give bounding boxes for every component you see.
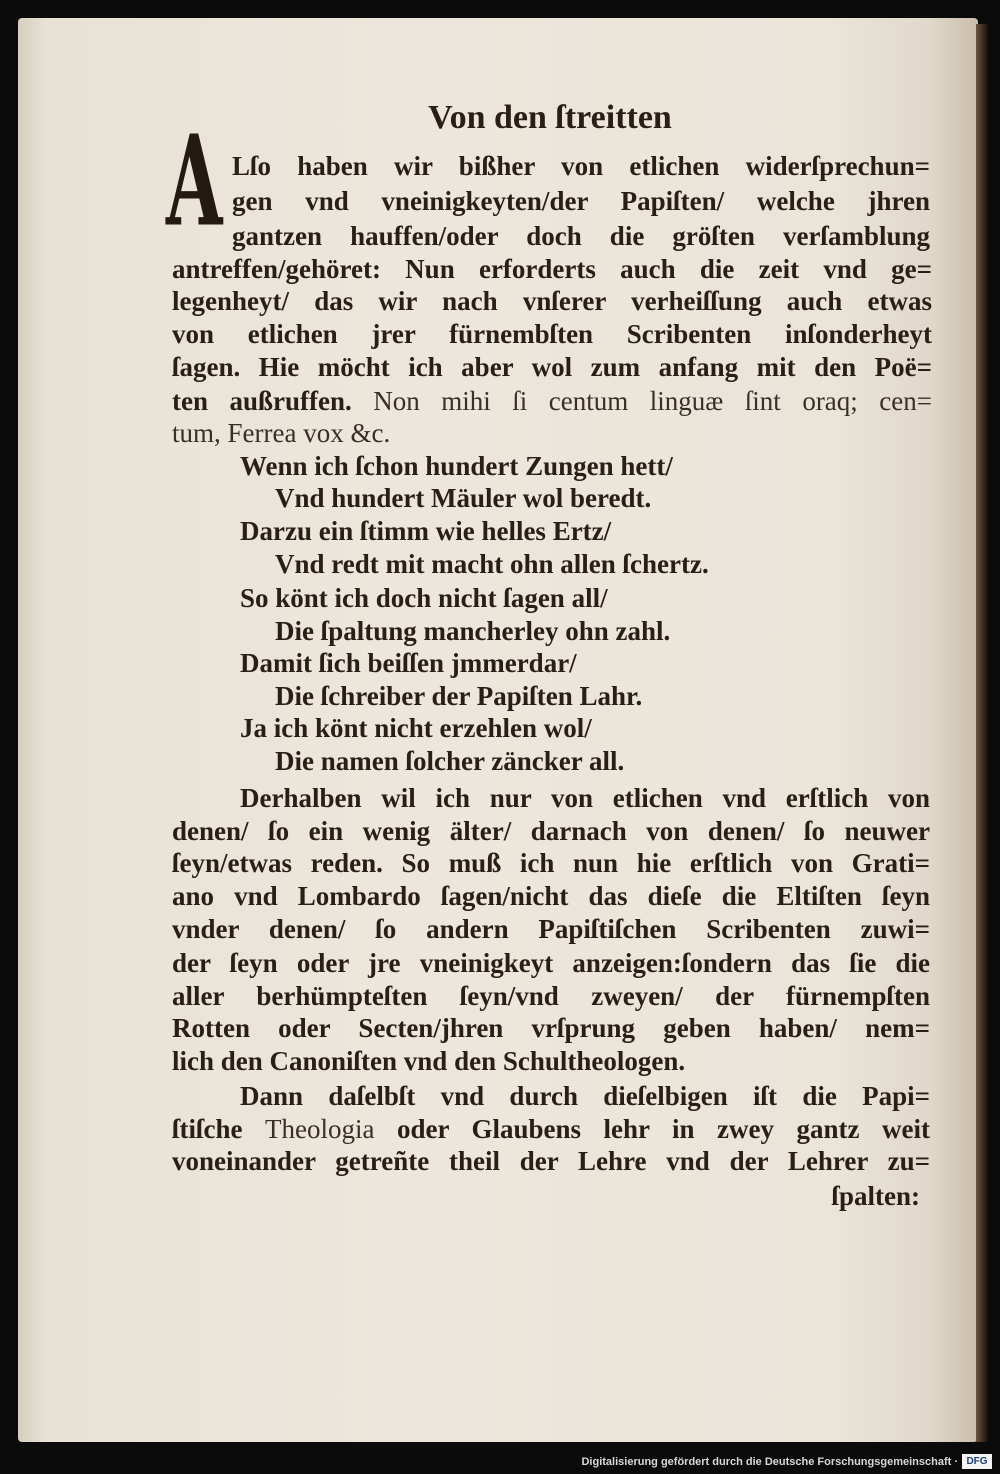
verse-line: Die ſchreiber der Papiſten Lahr.: [275, 681, 643, 711]
text-line: [172, 1112, 930, 1146]
text-line: denen/ ſo ein wenig älter/ darnach von denen/ ſo neuwer: [172, 816, 930, 846]
text-line: vnder denen/ ſo andern Papiſtiſchen Scribenten zuwi=: [172, 914, 930, 944]
page-edge-shadow: [976, 24, 988, 1442]
latin-quote: Non mihi ſi centum linguæ ſint oraq; cen=: [373, 386, 932, 416]
latin-quote: tum, Ferrea vox &c.: [172, 418, 391, 448]
text-line: Derhalben wil ich nur von etlichen vnd erſtlich von: [240, 783, 930, 813]
text-line: ſeyn/etwas reden. So muß ich nun hie erſtlich von Grati=: [172, 848, 930, 878]
text-line: der ſeyn oder jre vneinigkeyt anzeigen:ſondern das ſie die: [172, 948, 930, 978]
verse-line: Damit ſich beiſſen jmmerdar/: [240, 648, 577, 678]
dfg-logo: DFG: [962, 1454, 992, 1469]
text-segment: oder Glaubens lehr in zwey gantz weit: [396, 1114, 930, 1144]
text-line: Lſo haben wir bißher von etlichen widerſprechun=: [232, 151, 930, 181]
text-line: voneinander getreñte theil der Lehre vnd der Lehrer zu=: [172, 1146, 930, 1176]
text-line: Rotten oder Secten/jhren vrſprung geben haben/ nem=: [172, 1013, 930, 1043]
text-line: legenheyt/ das wir nach vnſerer verheiſſung auch etwas: [172, 286, 932, 316]
text-line: aller berhümpteſten ſeyn/vnd zweyen/ der fürnempſten: [172, 981, 930, 1011]
text-line: [172, 384, 932, 418]
verse-line: So könt ich doch nicht ſagen all/: [240, 583, 608, 613]
text-line: ſpalten:: [831, 1181, 920, 1211]
running-head: Von den ſtreitten: [428, 99, 672, 136]
verse-line: Vnd hundert Mäuler wol beredt.: [275, 483, 652, 513]
text-segment: ten außruffen.: [172, 386, 352, 416]
text-line: von etlichen jrer fürnembſten Scribenten inſonderheyt: [172, 319, 932, 349]
text-line: ano vnd Lombardo ſagen/nicht das dieſe die Eltiſten ſeyn: [172, 881, 930, 911]
text-line: ſagen. Hie möcht ich aber wol zum anfang mit den Poë=: [172, 352, 932, 382]
verse-line: Wenn ich ſchon hundert Zungen hett/: [240, 451, 673, 481]
digitization-credit: Digitalisierung gefördert durch die Deutsche Forschungsgemeinschaft ·: [581, 1456, 958, 1468]
verse-line: Die ſpaltung mancherley ohn zahl.: [275, 616, 671, 646]
text-line: lich den Canoniſten vnd den Schultheologen.: [172, 1046, 686, 1076]
text-segment: ſtiſche: [172, 1114, 243, 1144]
verse-line: Vnd redt mit macht ohn allen ſchertz.: [275, 549, 709, 579]
text-line: gen vnd vneinigkeyten/der Papiſten/ welche jhren: [232, 186, 930, 216]
decorated-initial: A: [166, 107, 223, 255]
text-line: gantzen hauffen/oder doch die gröſten verſamblung: [232, 221, 930, 251]
verse-line: Darzu ein ſtimm wie helles Ertz/: [240, 516, 612, 546]
text-line: Dann daſelbſt vnd durch dieſelbigen iſt die Papi=: [240, 1081, 930, 1111]
text-line: antreffen/gehöret: Nun erforderts auch die zeit vnd ge=: [172, 254, 932, 284]
verse-line: Die namen ſolcher zäncker all.: [275, 746, 625, 776]
verse-line: Ja ich könt nicht erzehlen wol/: [240, 713, 592, 743]
latin-word: Theologia: [265, 1114, 375, 1144]
